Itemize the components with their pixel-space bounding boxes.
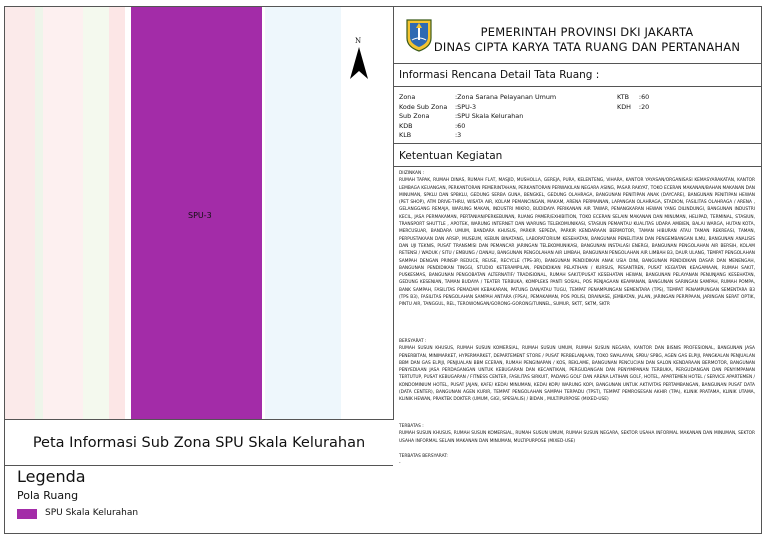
info-value: :20 [638, 102, 650, 111]
map-road-strip [35, 7, 43, 419]
bersyarat-section [399, 338, 755, 404]
info-label: KDH [617, 102, 631, 111]
info-row [399, 112, 558, 122]
map-road-strip [43, 7, 83, 419]
bersyarat-label: BERSYARAT : [399, 339, 427, 344]
north-arrow [347, 37, 371, 81]
info-label: KDB [399, 121, 413, 130]
info-label: Kode Sub Zona [399, 102, 448, 111]
info-value: :60 [638, 93, 650, 101]
legend-swatch [17, 509, 37, 519]
info-row [399, 103, 558, 113]
terbatas-section [399, 423, 755, 445]
info-value: :Zona Sarana Pelayanan Umum [455, 93, 557, 101]
info-value: :SPU Skala Kelurahan [455, 112, 524, 120]
terbatas-bersyarat-label: TERBATAS BERSYARAT: [399, 454, 448, 459]
kegiatan-title: Ketentuan Kegiatan [399, 150, 503, 162]
info-panel [393, 7, 761, 533]
terbatas-text: RUMAH SUSUN KHUSUS, RUMAH SUSUN KOMERSIAL, RUMAH SUSUN UMUM, RUMAH SUSUN NEGARA, SEKTOR USAHA INFORMAL MAKANAN DAN MINUMAN, SEKTOR USAHA INFORMAL SELAIN MAKANAN DAN MINUMAN, MULTIPURPOSE (MIXED-USE) [399, 431, 755, 444]
north-arrow-icon [347, 47, 371, 81]
diizinkan-text: RUMAH TAPAK, RUMAH DINAS, RUMAH FLAT, MASJID, MUSHOLLA, GEREJA, PURA, KELENTENG, VIHARA, KANTOR YAYASAN/ORGANISASI KEMASYARAKATAN, KANTOR LEMBAGA KEUANGAN, PERKANTORAN PEMERINTAHAN, PERKANTORAN PERWAKILAN NEGARA ASING, PASAR RAKYAT, TOKO ECERAN MAKANAN/BAHAN MAKANAN DAN MINUMAN, SPKLU DAN SPBKLU, GEDUNG SERBA GUNA, BENGKEL, GEDUNG OLAHRAGA, BANGUNAN PENITIPAN ANAK (DAYCARE), BANGUNAN PENITIPAN HEWAN (PET SHOP), ATM DRIVE-THRU, WISATA AIR, KOLAM PEMANCINGAN, MAKAM, ARENA PERMAINAN, LAPANGAN OLAHRAGA, STADION, FASILITAS OLAHRAGA / ARENA , GELANGGANG REMAJA, WARUNG MAKAN, INDUSTRI MIKRO, BUDIDAYA PERIKANAN AIR TAWAR, PENANGKARAN HEWAN YANG DILINDUNGI, BANGUNAN INDUSTRI KECIL, JASA PERMAKAMAN, PERTANIAN/PERKEBUNAN, RUANG PAMER/EXHIBITION, TOKO ECERAN SELAIN MAKANAN DAN MINUMAN, HELIPAD, TERMINAL, STASIUN, TRANSPORT SHUTTLE , APOTEK, WARUNG INTERNET DAN WARUNG TELEKOMUNIKASI, STASIUN PEMANTAU KUALITAS UDARA AMBIEN, BALAI WARGA, HUTAN KOTA, MERCUSUAR, BANDARA UMUM, BANDARA KHUSUS, PARKIR SEPEDA, PARKIR KENDARAAN BERMOTOR, TAMAN HIBURAN ATAU TAMAN REKREASI, TAMAN, PERPUSTAKAAN DAN ARSIP, MUSEUM, KEBUN BINATANG, LABORATORIUM KESEHATAN, BANGUNAN PENELITIAN DAN PENGEMBANGAN ILMU, BANGUNAN ANALISIS DAN UJI TEKNIS, PUSAT TRANSMISI DAN PEMANCAR JARINGAN TELEKOMUNIKASI, BANGUNAN INSTALASI ENERGI, BANGUNAN PENGOLAHAN AIR BERSIH, KOLAM RETENSI / WADUK / SITU / EMBUNG / DANAU, BANGUNAN PENGOLAHAN AIR LIMBAH, BANGUNAN PENGOLAHAN AIR LIMBAH B3, DAUR ULANG, TEMPAT PENGOLAHAN SAMPAH DENGAN PRINSIP REDUCE, REUSE, RECYCLE (TPS-3R), BANGUNAN PENDIDIKAN ANAK USIA DINI, BANGUNAN PENDIDIKAN DASAR DAN MENENGAH, BANGUNAN PENDIDIKAN TINGGI, STUDIO KETERAMPILAN, PENDIDIKAN PELATIHAN / KURSUS, PESANTREN, PUSAT KEGIATAN KEAGAMAAN, RUMAH SAKIT, PUSKESMAS, BANGUNAN PENGOBATAN ALTERNATIF/ TRADISIONAL, RUMAH SAKIT/PUSAT KESEHATAN HEWAN, BANGUNAN PELAYANAN PENUNJANG KESEHATAN, GEDUNG KESENIAN, TAMAN BUDAYA / TEATER TERBUKA, KOMPLEKS PANTI SOSIAL, POS PENJAGAAN KEAMANAN, BANGUNAN SARINGAN SAMPAH, RUMAH POMPA, BANK SAMPAH, FASILITAS PEMADAM KEBAKARAN, PATUNG DAN/ATAU TUGU, TEMPAT PENAMPUNGAN SEMENTARA (TPS), TEMPAT PENAMPUNGAN SEMENTARA B3 (TPS B3), FASILITAS PENGOLAHAN SAMPAH ANTARA (FPSA), PEMAKAMAN, POS POLISI, DRAINASE, JEMBATAN, JALAN, JARINGAN PERPIPAAN, JARINGAN SERAT OPTIK, PINTU AIR, TANGGUL, REL, TEROWONGAN/GORONG-GORONG/TUNNEL, SUMUR, SKTT, SKTM, SKTR [399, 178, 755, 308]
info-row [617, 93, 657, 103]
info-label: Sub Zona [399, 112, 430, 120]
legend [5, 467, 393, 533]
info-title: Informasi Rencana Detail Tata Ruang : [399, 69, 600, 81]
divider [393, 166, 761, 167]
bersyarat-text: RUMAH SUSUN KHUSUS, RUMAH SUSUN KOMERSIAL, RUMAH SUSUN UMUM, RUMAH SUSUN NEGARA, KANTOR DAN BISNIS PROFESIONAL, BANGUNAN JASA PENERBITAN, MINIMARKET, HYPERMARKET, DEPARTEMENT STORE / PUSAT PERBELANJAAN, TOKO SWALAYAN, SPBU/ SPBG, AGEN GAS ELPIJI, PANGKALAN PENJUALAN BBM DAN GAS ELPIJI, PENJUALAN BBM ECERAN, RUMAH PENGINAPAN / KOS, REKLAME, BANGUNAN PENCUCIAN DAN SALON KENDARAAN BERMOTOR, BANGUNAN PENYEDIAAN JASA PERDAGANGAN UNTUK KEBUGARAN DAN KECANTIKAN, PERGUDANGAN DAN PENYIMPANAN TERBUKA, PERGUDANGAN DAN PENYIMPANAN TERTUTUP, PUSAT KEBUGARAN / FITNESS CENTER, FASILITAS SIRKUIT, PADANG GOLF DAN ARENA LATIHAN GOLF, HOTEL, APARTEMEN HOTEL / SERVICE APARTEMEN / KONDOMINIUM HOTEL, PUSAT JAJAN, KAFE/ KEDAI MINUMAN, KEDAI KOPI/ WARUNG KOPI, BANGUNAN UNTUK AKTIVITAS PERTAMBANGAN, BANGUNAN PUSAT DATA (DATA CENTER), BANGUNAN AGEN KURIR, TEMPAT PENGOLAHAN SAMPAH TERPADU (TPST), TEMPAT PEMROSESAN AKHIR (TPA), KLINIK PRATAMA, KLINIK UTAMA, KLINIK HEWAN, PRAKTEK DOKTER (UMUM, GIGI, SPESIALIS) / BIDAN , MULTIPURPOSE (MIXED-USE) [399, 346, 755, 403]
map-road-strip [83, 7, 109, 419]
info-row [617, 103, 657, 113]
info-label: KTB [617, 93, 629, 101]
info-label: Zona [399, 93, 416, 101]
zone-code-label: SPU-3 [188, 211, 212, 220]
header-line-2: DINAS CIPTA KARYA TATA RUANG DAN PERTANAHAN [433, 40, 741, 54]
north-label: N [355, 37, 362, 45]
info-value: :3 [455, 131, 462, 139]
header-line-1: PEMERINTAH PROVINSI DKI JAKARTA [480, 25, 694, 39]
map-water-strip [265, 7, 341, 419]
map-title: Peta Informasi Sub Zona SPU Skala Kelurahan [5, 420, 393, 466]
info-row [399, 122, 558, 132]
info-table-right [617, 93, 657, 112]
terbatas-bersyarat-text: - [399, 461, 401, 467]
map-panel[interactable] [5, 7, 394, 420]
divider [393, 86, 761, 87]
info-value: :SPU-3 [455, 102, 477, 111]
map-road-strip [5, 7, 35, 419]
map-road-strip [109, 7, 125, 419]
diizinkan-label: DIIZINKAN : [399, 171, 424, 176]
info-label: KLB [399, 131, 412, 139]
terbatas-bersyarat-section [399, 453, 755, 468]
header [393, 7, 761, 64]
diizinkan-section [399, 170, 755, 309]
legend-subtitle: Pola Ruang [17, 489, 79, 502]
legend-item-label: SPU Skala Kelurahan [45, 508, 139, 518]
info-row [399, 131, 558, 141]
info-table [399, 93, 558, 141]
info-row [399, 93, 558, 103]
divider [393, 143, 761, 144]
legend-title: Legenda [17, 467, 86, 486]
info-value: :60 [455, 121, 466, 130]
terbatas-label: TERBATAS : [399, 424, 424, 429]
